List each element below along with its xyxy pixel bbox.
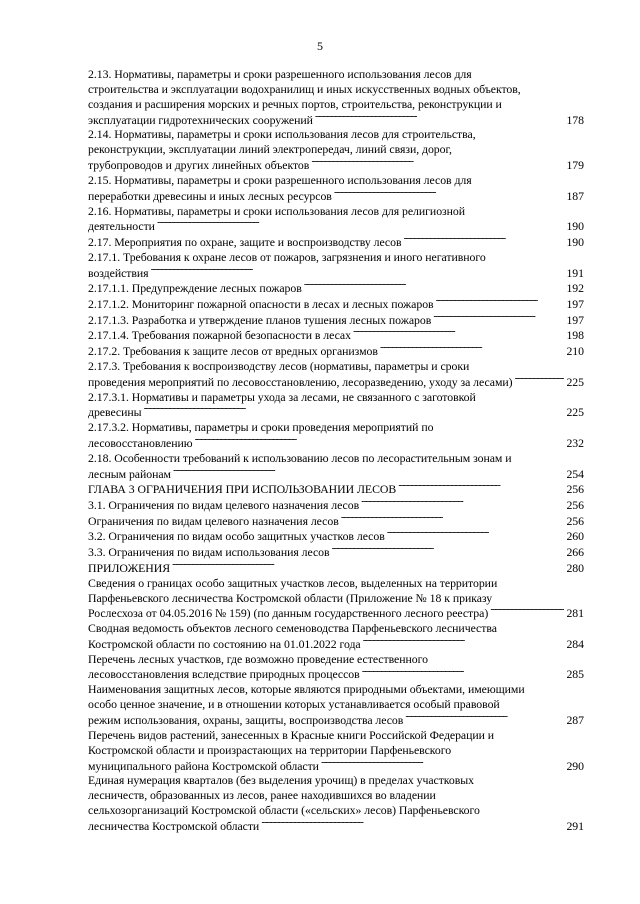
toc-entry[interactable]: [88, 296, 584, 312]
toc-entry-text: 2.17. Мероприятия по охране, защите и воспроизводству лесов: [88, 234, 402, 249]
toc-page-number: 178: [566, 112, 584, 127]
toc-entry-text: лесовосстановлению: [88, 435, 193, 450]
dot-leader: [403, 234, 564, 246]
dot-leader: [515, 374, 565, 386]
toc-entry-text: Рослесхоза от 04.05.2016 № 159) (по данным государственного лесного реестра): [88, 606, 489, 621]
toc-entry-text: 3.3. Ограничения по видам использования лесов: [88, 545, 330, 560]
dot-leader: [332, 544, 565, 556]
toc-entry-text: лесным районам: [88, 466, 171, 481]
toc-page-number: 192: [566, 281, 584, 296]
dot-leader: [436, 296, 565, 308]
toc-entry-text: ПРИЛОЖЕНИЯ: [88, 560, 171, 575]
toc-entry-text: сельхозорганизаций Костромской области («сельских» лесов) Парфеньевского: [88, 803, 480, 818]
toc-page-number: 281: [566, 606, 584, 621]
toc-entry-text: 2.17.1.3. Разработка и утверждение планов тушения лесных пожаров: [88, 312, 432, 327]
toc-page-number: 190: [566, 234, 584, 249]
dot-leader: [144, 405, 565, 417]
dot-leader: [387, 529, 565, 541]
dot-leader: [398, 481, 564, 493]
dot-leader: [304, 280, 565, 292]
dot-leader: [157, 218, 565, 230]
toc-entry-text: лесничества Костромской области: [88, 818, 260, 833]
toc-page-number: 210: [566, 344, 584, 359]
page-number: 5: [317, 39, 323, 53]
toc-entry-text: реконструкции, эксплуатации линий электропередач, линий связи, дорог,: [88, 142, 452, 157]
dot-leader: [173, 466, 564, 478]
toc-entry-text: лесовосстановления вследствие природных процессов: [88, 667, 360, 682]
toc-entry-text: Сводная ведомость объектов лесного семеноводства Парфеньевского лесничества: [88, 621, 497, 636]
toc-entry-text: проведения мероприятий по лесовосстановлению, лесоразведению, уходу за лесами): [88, 374, 513, 389]
toc-entry-text: 2.13. Нормативы, параметры и сроки разрешенного использования лесов для: [88, 67, 472, 81]
toc-page-number: 290: [566, 758, 584, 773]
toc-entry-text: воздействия: [88, 265, 149, 280]
toc-entry-text: эксплуатации гидротехнических сооружений: [88, 112, 313, 127]
dot-leader: [151, 265, 565, 277]
toc-entry[interactable]: [88, 560, 584, 576]
toc-entry[interactable]: [88, 529, 584, 545]
toc-entry-text: 3.2. Ограничения по видам особо защитных участков лесов: [88, 529, 385, 544]
toc-entry[interactable]: [88, 420, 584, 451]
dot-leader: [361, 497, 564, 509]
toc-page-number: 197: [566, 312, 584, 327]
toc-entry-text: 2.17.3.1. Нормативы и параметры ухода за лесами, не связанного с заготовкой: [88, 389, 476, 404]
table-of-contents: [88, 67, 584, 834]
toc-entry[interactable]: [88, 328, 584, 344]
toc-page-number: 190: [566, 219, 584, 234]
toc-page-number: 260: [566, 529, 584, 544]
toc-page-number: 266: [566, 545, 584, 560]
toc-entry-text: деятельности: [88, 219, 155, 234]
toc-entry-text: особо ценное значение, и в отношении которых устанавливается особый правовой: [88, 697, 500, 712]
toc-entry-text: 2.17.1.2. Мониторинг пожарной опасности в лесах и лесных пожаров: [88, 296, 434, 311]
toc-entry[interactable]: [88, 576, 584, 622]
toc-page-number: 291: [566, 818, 584, 833]
toc-entry[interactable]: [88, 67, 584, 127]
toc-page-number: 187: [566, 188, 584, 203]
toc-page-number: 254: [566, 466, 584, 481]
dot-leader: [321, 758, 565, 770]
dot-leader: [353, 328, 564, 340]
toc-page-number: 284: [566, 636, 584, 651]
toc-entry[interactable]: [88, 127, 584, 173]
toc-entry-text: 2.17.1. Требования к охране лесов от пожаров, загрязнения и иного негативного: [88, 249, 486, 264]
toc-entry-text: 2.18. Особенности требований к использованию лесов по лесорастительным зонам и: [88, 450, 512, 465]
toc-entry-text: 2.17.3.2. Нормативы, параметры и сроки проведения мероприятий по: [88, 420, 434, 435]
toc-entry-text: Костромской области и произрастающих на территории Парфеньевского: [88, 742, 452, 757]
toc-entry[interactable]: [88, 280, 584, 296]
toc-entry-text: строительства и эксплуатации водохранилищ и иных искусственных водных объектов,: [88, 81, 521, 96]
toc-entry[interactable]: [88, 497, 584, 513]
toc-entry-text: Сведения о границах особо защитных участков лесов, выделенных на территории: [88, 575, 498, 590]
toc-entry[interactable]: [88, 390, 584, 421]
toc-entry[interactable]: [88, 544, 584, 560]
dot-leader: [341, 513, 565, 525]
toc-entry[interactable]: [88, 343, 584, 359]
toc-page-number: 198: [566, 328, 584, 343]
toc-page-number: 225: [566, 374, 584, 389]
toc-entry-text: 2.15. Нормативы, параметры и сроки разрешенного использования лесов для: [88, 172, 472, 187]
toc-entry[interactable]: [88, 173, 584, 204]
toc-entry-text: Парфеньевского лесничества Костромской области (Приложение № 18 к приказу: [88, 590, 493, 605]
toc-entry[interactable]: [88, 312, 584, 328]
dot-leader: [405, 712, 564, 724]
toc-entry[interactable]: [88, 250, 584, 281]
dot-leader: [433, 312, 564, 324]
toc-entry-text: 2.17.2. Требования к защите лесов от вредных организмов: [88, 344, 378, 359]
toc-page-number: 191: [566, 265, 584, 280]
toc-entry-text: Перечень лесных участков, где возможно проведение естественного: [88, 651, 428, 666]
toc-page-number: 256: [566, 513, 584, 528]
toc-entry-text: древесины: [88, 405, 142, 420]
toc-page-number: 197: [566, 296, 584, 311]
toc-entry-text: 2.14. Нормативы, параметры и сроки использования лесов для строительства,: [88, 127, 476, 142]
toc-entry[interactable]: [88, 682, 584, 728]
toc-entry-text: 3.1. Ограничения по видам целевого назначения лесов: [88, 497, 360, 512]
dot-leader: [315, 112, 565, 124]
dot-leader: [362, 667, 565, 679]
toc-entry-text: создания и расширения морских и речных портов, строительства, реконструкции и: [88, 96, 502, 111]
dot-leader: [490, 605, 564, 617]
toc-page-number: 287: [566, 712, 584, 727]
toc-entry[interactable]: [88, 513, 584, 529]
toc-entry-text: ГЛАВА 3 ОГРАНИЧЕНИЯ ПРИ ИСПОЛЬЗОВАНИИ ЛЕСОВ: [88, 482, 397, 497]
toc-entry-text: Костромской области по состоянию на 01.01.2022 года: [88, 636, 361, 651]
dot-leader: [261, 818, 564, 830]
toc-page-number: 256: [566, 497, 584, 512]
toc-entry-text: переработки древесины и иных лесных ресурсов: [88, 188, 332, 203]
toc-page-number: 225: [566, 405, 584, 420]
toc-entry-text: 2.17.1.1. Предупреждение лесных пожаров: [88, 281, 302, 296]
dot-leader: [334, 188, 565, 200]
toc-entry-text: Единая нумерация кварталов (без выделения урочищ) в пределах участковых: [88, 773, 474, 788]
toc-page-number: 280: [566, 560, 584, 575]
dot-leader: [363, 636, 565, 648]
toc-entry-text: муниципального района Костромской области: [88, 758, 319, 773]
dot-leader: [195, 435, 565, 447]
toc-page-number: 179: [566, 158, 584, 173]
toc-page-number: 285: [566, 667, 584, 682]
toc-entry[interactable]: [88, 481, 584, 497]
toc-entry-text: трубопроводов и других линейных объектов: [88, 158, 310, 173]
toc-entry[interactable]: [88, 451, 584, 482]
toc-entry[interactable]: [88, 204, 584, 235]
toc-entry-text: Ограничения по видам целевого назначения лесов: [88, 513, 339, 528]
toc-entry-text: 2.17.1.4. Требования пожарной безопасности в лесах: [88, 328, 351, 343]
dot-leader: [311, 157, 564, 169]
dot-leader: [380, 343, 565, 355]
toc-entry[interactable]: [88, 234, 584, 250]
toc-entry-text: Наименования защитных лесов, которые являются природными объектами, имеющими: [88, 682, 525, 697]
dot-leader: [172, 560, 564, 572]
toc-page-number: 256: [566, 482, 584, 497]
toc-entry[interactable]: [88, 728, 584, 774]
toc-entry-text: 2.17.3. Требования к воспроизводству лесов (нормативы, параметры и сроки: [88, 358, 470, 373]
toc-entry[interactable]: [88, 621, 584, 652]
toc-entry[interactable]: [88, 359, 584, 390]
toc-entry[interactable]: [88, 652, 584, 683]
toc-entry[interactable]: [88, 773, 584, 833]
toc-entry-text: лесничеств, образованных из лесов, ранее находившихся во владении: [88, 788, 436, 803]
toc-page-number: 232: [566, 435, 584, 450]
toc-entry-text: режим использования, охраны, защиты, воспроизводства лесов: [88, 712, 404, 727]
toc-entry-text: 2.16. Нормативы, параметры и сроки использования лесов для религиозной: [88, 203, 466, 218]
toc-entry-text: Перечень видов растений, занесенных в Красные книги Российской Федерации и: [88, 727, 495, 742]
